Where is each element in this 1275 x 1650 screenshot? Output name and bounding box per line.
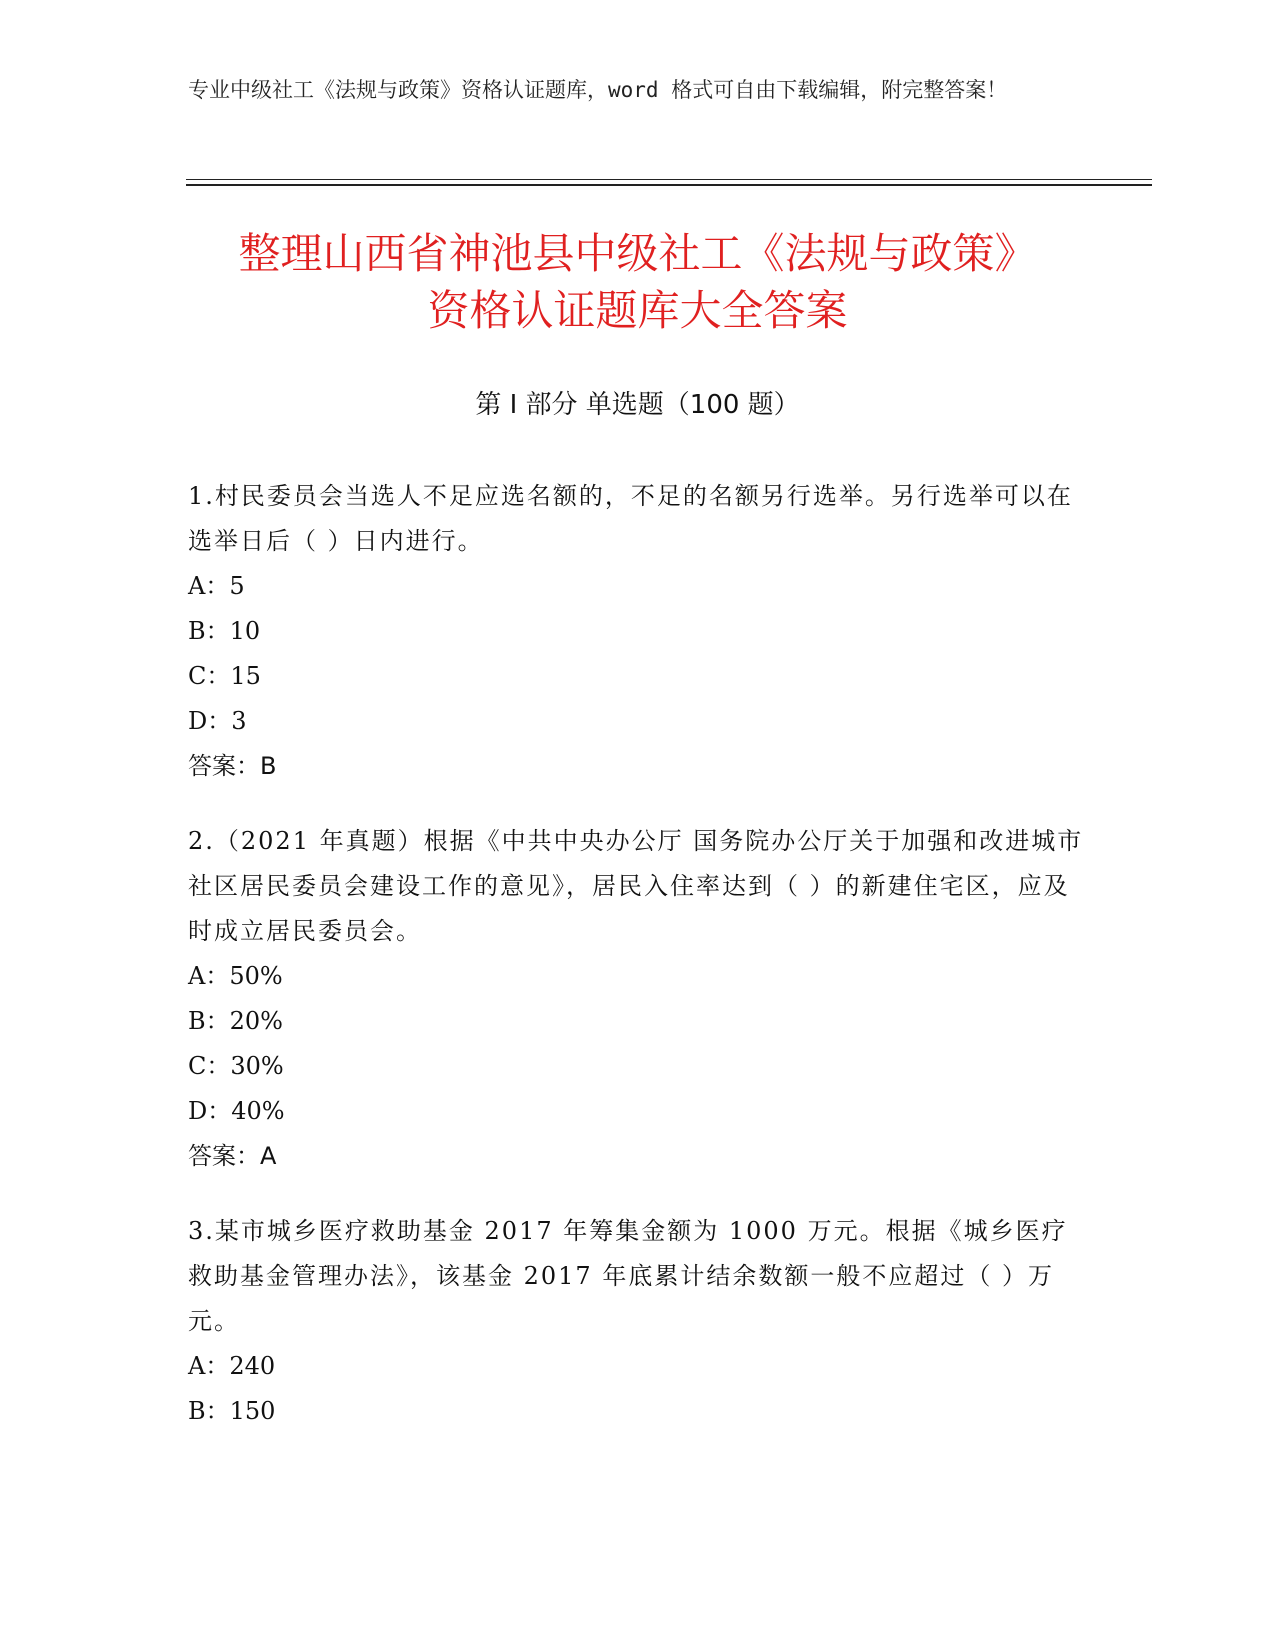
option-a: A：50% <box>188 962 283 990</box>
option-d: D：40% <box>188 1097 285 1125</box>
question-list <box>188 474 1088 1464</box>
option-c: C：30% <box>188 1052 284 1080</box>
option-c: C：15 <box>188 662 261 690</box>
answer-text: 答案：A <box>188 1142 277 1170</box>
document-title <box>150 225 1125 339</box>
option-a: A：240 <box>188 1352 276 1380</box>
question-3 <box>188 1209 1088 1434</box>
question-1 <box>188 474 1088 789</box>
header-note: 专业中级社工《法规与政策》资格认证题库，word 格式可自由下载编辑，附完整答案！ <box>188 78 1008 102</box>
header-divider-thick <box>186 184 1152 186</box>
question-stem: 2.（2021 年真题）根据《中共中央办公厅 国务院办公厅关于加强和改进城市社区居民委员会建设工作的意见》，居民入住率达到（ ）的新建住宅区，应及时成立居民委员会。 <box>188 827 1084 945</box>
section-title: 第 I 部分 单选题（100 题） <box>475 390 800 420</box>
header-divider-thin <box>186 179 1152 180</box>
option-b: B：10 <box>188 617 261 645</box>
answer-text: 答案：B <box>188 752 277 780</box>
option-a: A：5 <box>188 572 245 600</box>
question-2 <box>188 819 1088 1179</box>
question-stem: 3.某市城乡医疗救助基金 2017 年筹集金额为 1000 万元。根据《城乡医疗救助基金管理办法》，该基金 2017 年底累计结余数额一般不应超过（ ）万元。 <box>188 1217 1068 1335</box>
option-d: D：3 <box>188 707 247 735</box>
document-title-line-2: 资格认证题库大全答案 <box>427 286 848 335</box>
option-b: B：150 <box>188 1397 276 1425</box>
question-stem: 1.村民委员会当选人不足应选名额的，不足的名额另行选举。另行选举可以在选举日后（ ）日内进行。 <box>188 482 1073 555</box>
document-title-line-1: 整理山西省神池县中级社工《法规与政策》 <box>238 229 1037 278</box>
option-b: B：20% <box>188 1007 283 1035</box>
